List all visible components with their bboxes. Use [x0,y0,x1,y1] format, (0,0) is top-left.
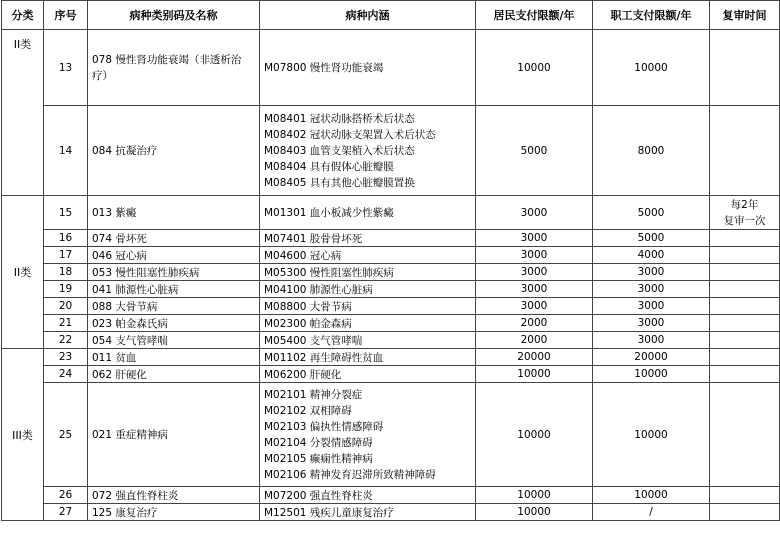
content-line: M02101 精神分裂症 [264,388,363,401]
review-cell [710,349,780,366]
category-cell [2,30,44,196]
table-row [2,30,780,106]
review-cell [710,487,780,504]
table-row [2,366,780,383]
resident-limit: 5000 [476,106,593,196]
worker-limit: 3000 [593,315,710,332]
row-number: 24 [44,366,88,383]
review-cell [710,196,780,230]
row-number: 20 [44,298,88,315]
review-cell [710,230,780,247]
worker-limit: 10000 [593,30,710,106]
resident-limit: 20000 [476,349,593,366]
worker-limit: 3000 [593,281,710,298]
header-category: 分类 [2,1,44,30]
category-label: II类 [13,38,32,51]
row-number: 22 [44,332,88,349]
disease-name: 023 帕金森氏病 [88,315,260,332]
table-row [2,315,780,332]
resident-limit: 2000 [476,332,593,349]
resident-limit: 3000 [476,298,593,315]
disease-content [260,30,476,106]
table-row [2,230,780,247]
row-number: 15 [44,196,88,230]
worker-limit: 5000 [593,196,710,230]
resident-limit: 2000 [476,315,593,332]
review-cell [710,383,780,487]
header-review-time: 复审时间 [710,1,780,30]
disease-name: 078 慢性肾功能衰竭（非透析治疗） [88,30,260,106]
row-number: 23 [44,349,88,366]
review-cell [710,504,780,521]
table-row [2,383,780,487]
content-line: M08401 冠状动脉搭桥术后状态 [264,112,415,125]
disease-content: M04600 冠心病 [260,247,476,264]
row-number: 21 [44,315,88,332]
content-line: M07800 慢性肾功能衰竭 [264,61,384,74]
review-cell [710,366,780,383]
disease-content: M07200 强直性脊柱炎 [260,487,476,504]
category-cell [2,196,44,349]
review-cell [710,298,780,315]
header-resident-limit: 居民支付限额/年 [476,1,593,30]
disease-name: 013 紫癜 [88,196,260,230]
disease-content [260,106,476,196]
resident-limit: 10000 [476,504,593,521]
disease-name: 062 肝硬化 [88,366,260,383]
table-row [2,298,780,315]
disease-content: M08800 大骨节病 [260,298,476,315]
review-cell [710,332,780,349]
disease-content: M05300 慢性阻塞性肺疾病 [260,264,476,281]
content-line: M02104 分裂情感障碍 [264,436,373,449]
disease-name: 046 冠心病 [88,247,260,264]
disease-table [1,0,780,521]
review-line: 每2年 [730,198,759,211]
row-number: 14 [44,106,88,196]
header-worker-limit: 职工支付限额/年 [593,1,710,30]
row-number: 16 [44,230,88,247]
row-number: 13 [44,30,88,106]
resident-limit: 10000 [476,366,593,383]
review-cell [710,106,780,196]
table-row [2,264,780,281]
table-row [2,106,780,196]
header-number: 序号 [44,1,88,30]
header-row [2,1,780,30]
header-disease-name: 病种类别码及名称 [88,1,260,30]
worker-limit: 10000 [593,383,710,487]
review-cell [710,315,780,332]
category-label: III类 [12,428,33,442]
resident-limit: 3000 [476,264,593,281]
review-line: 复审一次 [723,214,766,227]
row-number: 25 [44,383,88,487]
disease-name: 011 贫血 [88,349,260,366]
worker-limit: 4000 [593,247,710,264]
content-line: M08404 具有假体心脏瓣膜 [264,160,394,173]
content-line: M02103 偏执性情感障碍 [264,420,384,433]
resident-limit: 3000 [476,196,593,230]
disease-name: 021 重症精神病 [88,383,260,487]
disease-name: 084 抗凝治疗 [88,106,260,196]
worker-limit: / [593,504,710,521]
resident-limit: 3000 [476,281,593,298]
disease-content: M05400 支气管哮喘 [260,332,476,349]
table-row [2,281,780,298]
category-cell [2,349,44,521]
resident-limit: 3000 [476,230,593,247]
table-row [2,247,780,264]
content-line: M02102 双相障碍 [264,404,352,417]
table-row [2,504,780,521]
worker-limit: 10000 [593,366,710,383]
review-cell [710,247,780,264]
content-line: M08405 具有其他心脏瓣膜置换 [264,176,415,189]
row-number: 19 [44,281,88,298]
table-row [2,487,780,504]
content-line: M02105 癫痫性精神病 [264,452,373,465]
content-line: M01301 血小板减少性紫癜 [264,206,394,219]
disease-content: M06200 肝硬化 [260,366,476,383]
resident-limit: 3000 [476,247,593,264]
row-number: 17 [44,247,88,264]
disease-name: 072 强直性脊柱炎 [88,487,260,504]
row-number: 27 [44,504,88,521]
worker-limit: 3000 [593,298,710,315]
worker-limit: 3000 [593,332,710,349]
category-label: II类 [13,266,32,279]
content-line: M02106 精神发育迟滞所致精神障碍 [264,468,436,481]
worker-limit: 8000 [593,106,710,196]
worker-limit: 3000 [593,264,710,281]
header-disease-content: 病种内涵 [260,1,476,30]
table-row [2,349,780,366]
content-line: M08403 血管支架植入术后状态 [264,144,415,157]
disease-name: 074 骨坏死 [88,230,260,247]
resident-limit: 10000 [476,30,593,106]
content-line: M08402 冠状动脉支架置入术后状态 [264,128,436,141]
review-cell [710,30,780,106]
table-row [2,332,780,349]
disease-content: M01102 再生障碍性贫血 [260,349,476,366]
disease-name: 088 大骨节病 [88,298,260,315]
review-cell [710,264,780,281]
disease-name: 041 肺源性心脏病 [88,281,260,298]
worker-limit: 5000 [593,230,710,247]
row-number: 26 [44,487,88,504]
disease-content: M02300 帕金森病 [260,315,476,332]
disease-name: 054 支气管哮喘 [88,332,260,349]
disease-content [260,196,476,230]
disease-content: M07401 股骨骨坏死 [260,230,476,247]
disease-name: 053 慢性阻塞性肺疾病 [88,264,260,281]
resident-limit: 10000 [476,383,593,487]
worker-limit: 20000 [593,349,710,366]
disease-content: M12501 残疾儿童康复治疗 [260,504,476,521]
disease-content [260,383,476,487]
row-number: 18 [44,264,88,281]
worker-limit: 10000 [593,487,710,504]
resident-limit: 10000 [476,487,593,504]
review-cell [710,281,780,298]
table-row [2,196,780,230]
disease-content: M04100 肺源性心脏病 [260,281,476,298]
disease-name: 125 康复治疗 [88,504,260,521]
